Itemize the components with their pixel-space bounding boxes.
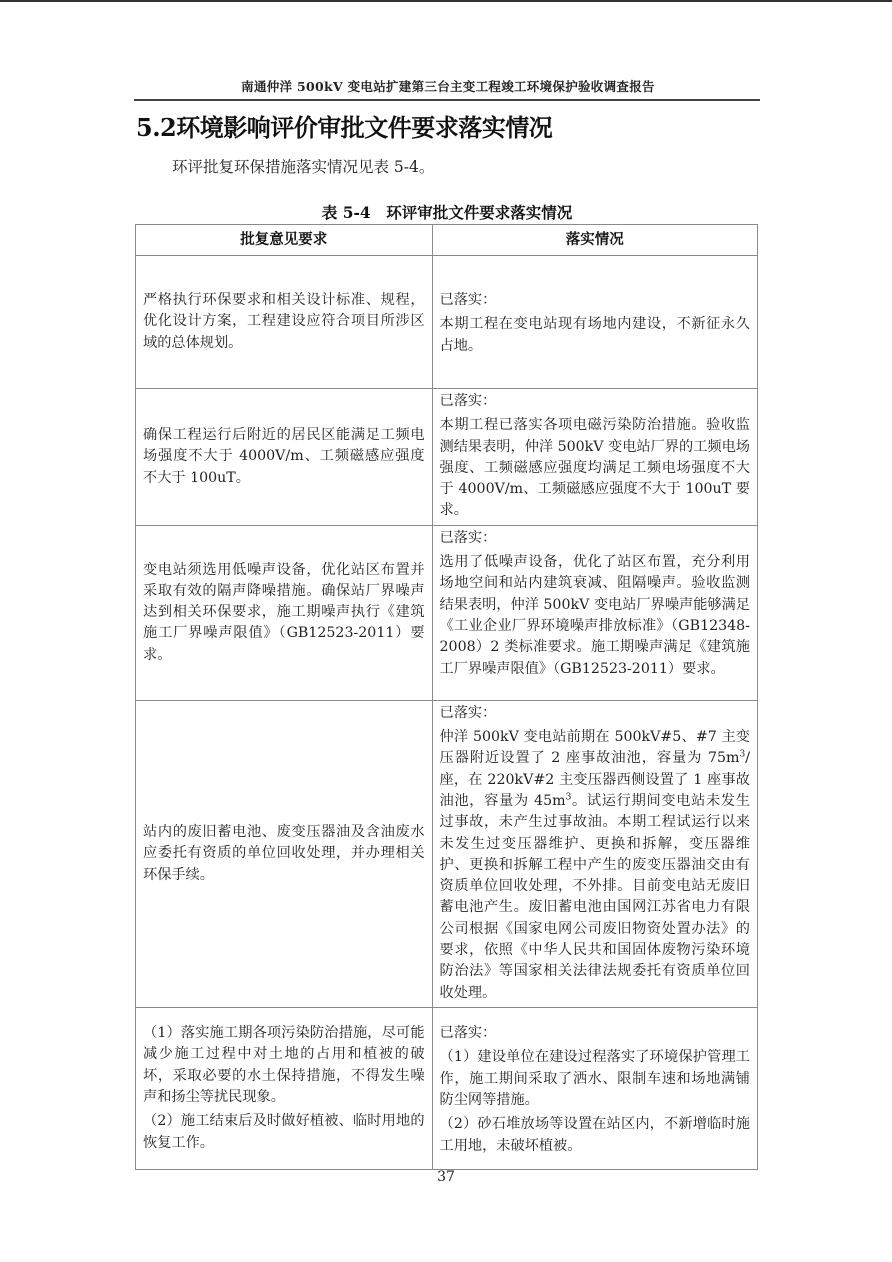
table-row [136, 256, 758, 389]
requirement-cell [136, 1007, 433, 1169]
status-label: 已落实： [439, 292, 497, 309]
status-label: 已落实： [439, 529, 497, 546]
implementation-text [440, 727, 750, 1004]
implementation-cell [432, 389, 757, 526]
requirements-table [135, 224, 758, 1170]
table-row [136, 525, 758, 700]
implementation-cell [432, 256, 757, 389]
implementation-text: 本期工程在变电站现有场地内建设，不新征永久占地。 [439, 316, 750, 354]
implementation-text-part: /座，在 220kV#2 主变压器西侧设置了 1 座事故油池，容量为 45m [439, 750, 750, 809]
table-row [136, 700, 758, 1007]
table-header-row [136, 225, 758, 256]
table-caption: 表 5-4 环评审批文件要求落实情况 [321, 203, 573, 222]
implementation-text: 选用了低噪声设备，优化了站区布置，充分利用场地空间和站内建筑衰减、阻隔噪声。验收监测结果表明，仲洋 500kV 变电站厂界噪声能够满足《工业企业厂界环境噪声排放标准》（GB12348-2008）2 类标准要求。施工期噪声满足《建筑施工厂界噪声限值》（GB12523-2011）要求。 [439, 554, 750, 677]
requirement-text: （1）落实施工期各项污染防治措施，尽可能减少施工过程中对土地的占用和植被的破坏，采取必要的水土保持措施，不得发生噪声和扬尘等扰民现象。 [143, 1025, 425, 1105]
page-top-edge [0, 0, 892, 2]
implementation-text-part: 仲洋 500kV 变电站前期在 500kV#5、#7 主变压器附近设置了 2 座事故油池，容量为 75m [439, 729, 750, 767]
requirement-text: 变电站须选用低噪声设备，优化站区布置并采取有效的隔声降噪措施。确保站厂界噪声达到相关环保要求，施工期噪声执行《建筑施工厂界噪声限值》（GB12523-2011）要求。 [143, 561, 425, 663]
implementation-text: （2）砂石堆放场等设置在站区内，不新增临时施工用地，未破坏植被。 [439, 1116, 750, 1154]
superscript: 3 [739, 749, 746, 760]
implementation-text: 本期工程已落实各项电磁污染防治措施。验收监测结果表明，仲洋 500kV 变电站厂界的工频电场强度、工频磁感应强度均满足工频电场强度不大于 4000V/m、工频磁感应强度不大于 100uT 要求。 [439, 417, 750, 519]
intro-paragraph: 环评批复环保措施落实情况见表 5-4。 [172, 158, 435, 176]
header-divider [134, 99, 760, 101]
superscript: 3 [565, 792, 572, 803]
requirement-text: 站内的废旧蓄电池、废变压器油及含油废水应委托有资质的单位回收处理，并办理相关环保手续。 [143, 823, 425, 883]
implementation-cell [432, 525, 757, 700]
implementation-text: （1）建设单位在建设过程落实了环境保护管理工作，施工期间采取了洒水、限制车速和场地满铺防尘网等措施。 [439, 1049, 750, 1108]
requirement-cell [136, 525, 433, 700]
implementation-text-part: 。试运行期间变电站未发生过事故，未产生过事故油。本期工程试运行以来未发生过变压器维护、更换和拆解，变压器维护、更换和拆解工程中产生的废变压器油交由有资质单位回收处理，不外排。目前变电站无废旧蓄电池产生。废旧蓄电池由国网江苏省电力有限公司根据《国家电网公司废旧物资处置办法》的要求，依照《中华人民共和国固体废物污染环境防治法》等国家相关法律法规委托有资质单位回收处理。 [439, 792, 750, 1001]
section-title: 5.2环境影响评价审批文件要求落实情况 [136, 113, 553, 142]
requirement-text: 严格执行环保要求和相关设计标准、规程，优化设计方案，工程建设应符合项目所涉区域的总体规划。 [143, 292, 425, 351]
requirement-cell [136, 389, 433, 526]
implementation-cell [432, 700, 757, 1007]
page-number: 37 [437, 1169, 455, 1185]
requirement-text: （2）施工结束后及时做好植被、临时用地的恢复工作。 [143, 1113, 425, 1151]
column-header-implementation: 落实情况 [432, 225, 757, 256]
implementation-cell [432, 1007, 757, 1169]
status-label: 已落实： [439, 704, 497, 721]
status-label: 已落实： [439, 393, 497, 409]
status-label: 已落实： [439, 1025, 497, 1042]
table-row [136, 1007, 758, 1169]
column-header-requirement: 批复意见要求 [136, 225, 433, 256]
requirement-cell [136, 700, 433, 1007]
table-row [136, 389, 758, 526]
requirement-cell [136, 256, 433, 389]
requirement-text: 确保工程运行后附近的居民区能满足工频电场强度不大于 4000V/m、工频磁感应强度不大于 100uT。 [143, 426, 425, 486]
running-header: 南通仲洋 500kV 变电站扩建第三台主变工程竣工环境保护验收调查报告 [241, 79, 655, 94]
